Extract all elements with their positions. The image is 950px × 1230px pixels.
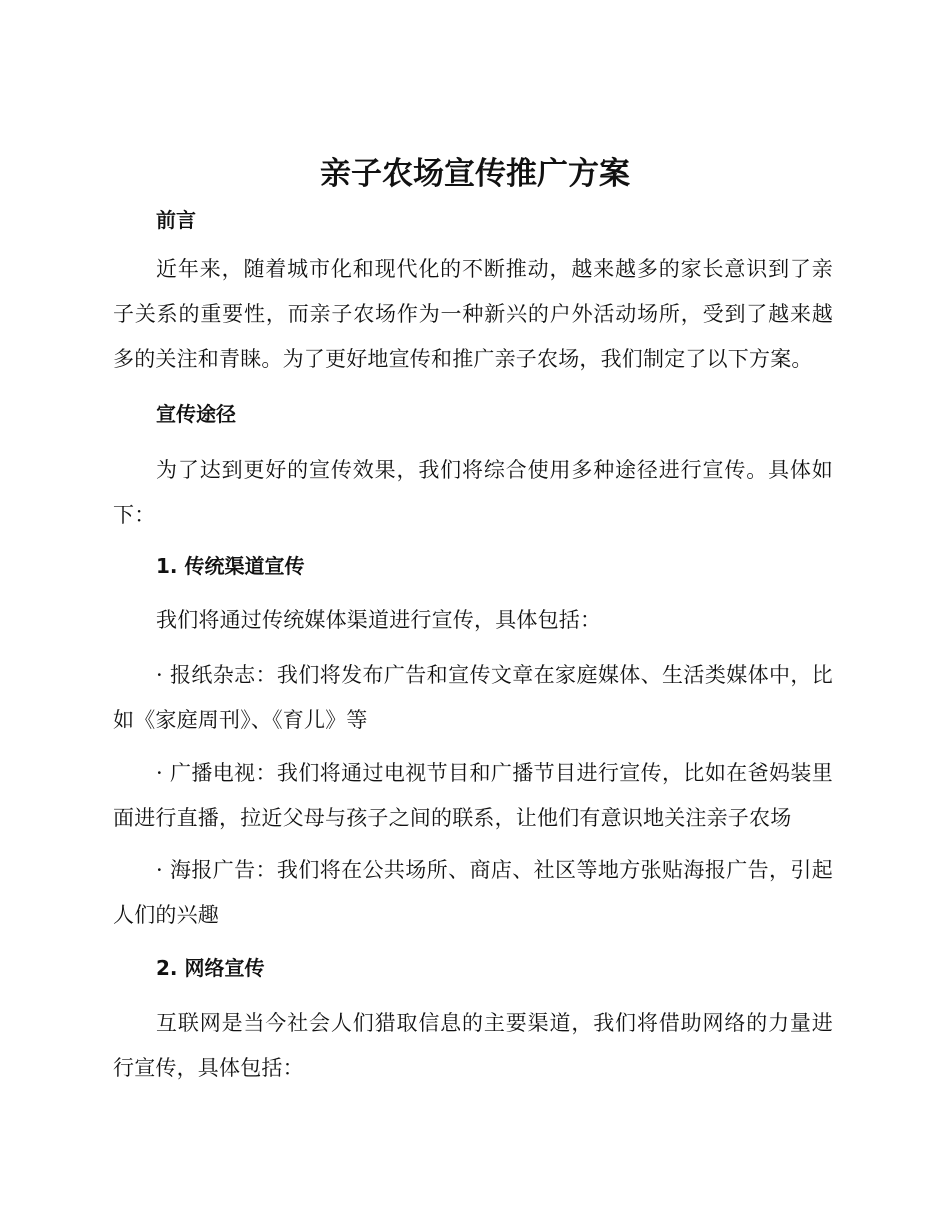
- channels-heading: 宣传途径: [156, 402, 236, 426]
- preface-heading: 前言: [156, 208, 196, 232]
- bullet-newspaper: · 报纸杂志：我们将发布广告和宣传文章在家庭媒体、生活类媒体中，比如《家庭周刊》、《育儿》等: [113, 663, 833, 732]
- bullet-broadcast: · 广播电视：我们将通过电视节目和广播节目进行宣传，比如在爸妈装里面进行直播，拉近父母与孩子之间的联系，让他们有意识地关注亲子农场: [113, 761, 833, 830]
- channels-paragraph: 为了达到更好的宣传效果，我们将综合使用多种途径进行宣传。具体如下：: [113, 458, 833, 527]
- online-heading: 2. 网络宣传: [156, 956, 265, 980]
- document-title: 亲子农场宣传推广方案: [320, 156, 630, 192]
- traditional-channels-paragraph: 我们将通过传统媒体渠道进行宣传，具体包括：: [156, 608, 602, 632]
- online-paragraph: 互联网是当今社会人们猎取信息的主要渠道，我们将借助网络的力量进行宣传，具体包括：: [113, 1011, 833, 1080]
- traditional-channels-heading: 1. 传统渠道宣传: [156, 554, 305, 578]
- bullet-poster: · 海报广告：我们将在公共场所、商店、社区等地方张贴海报广告，引起人们的兴趣: [113, 858, 833, 927]
- preface-paragraph: 近年来，随着城市化和现代化的不断推动，越来越多的家长意识到了亲子关系的重要性，而亲子农场作为一种新兴的户外活动场所，受到了越来越多的关注和青睐。为了更好地宣传和推广亲子农场，我们制定了以下方案。: [113, 257, 833, 371]
